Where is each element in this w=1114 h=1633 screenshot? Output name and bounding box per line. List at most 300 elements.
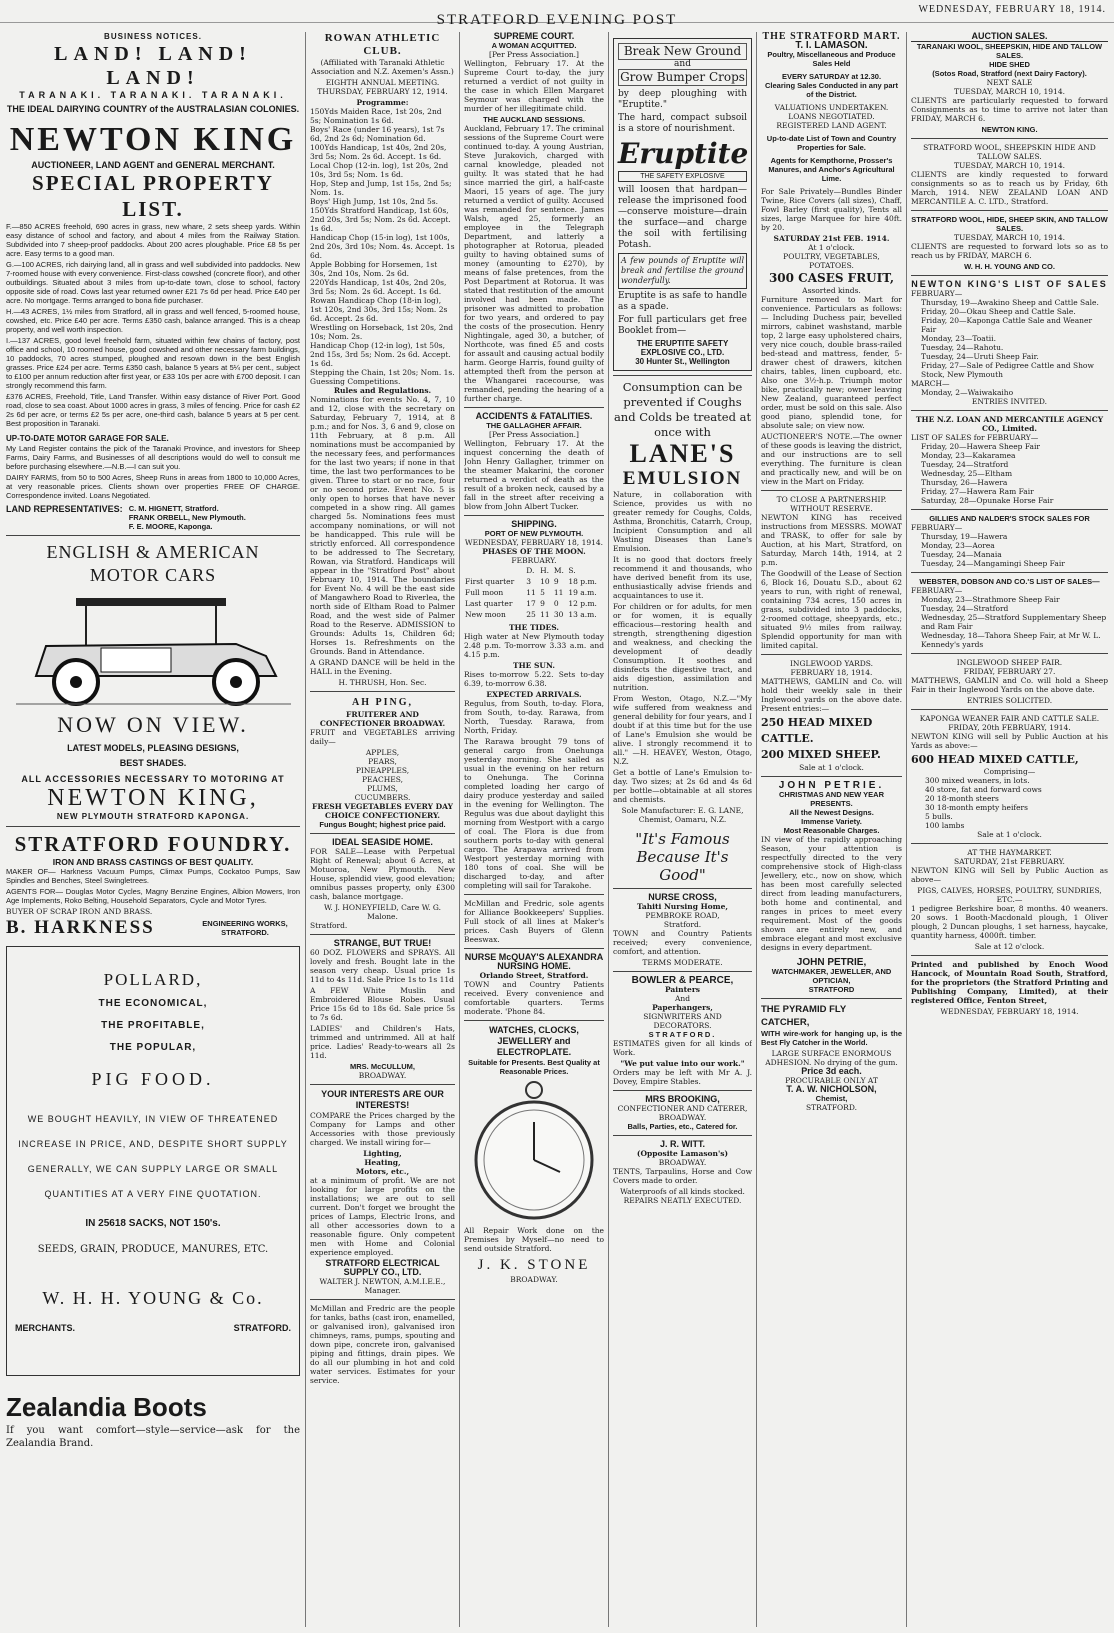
column-news — [464, 32, 604, 1630]
moon-month: FEBRUARY. — [511, 556, 557, 565]
masthead — [0, 0, 1114, 28]
pocket-watch-illustration — [464, 1076, 604, 1226]
rowan-heading: ROWAN ATHLETIC CLUB. — [324, 32, 441, 57]
nicholson-town: STRATFORD. — [806, 1103, 857, 1112]
break-new-ground: Break New Ground — [618, 43, 747, 60]
list-item: Tuesday, 24—Stratford — [921, 460, 1009, 469]
honeyfield-town: Stratford. — [310, 921, 348, 930]
without-reserve: WITHOUT RESERVE. — [790, 504, 873, 513]
fruiterer: FRUITERER AND CONFECTIONER BROADWAY. — [319, 710, 446, 728]
latest-models: LATEST MODELS, PLEASING DESIGNS, — [67, 743, 239, 754]
pembroke-road: PEMBROKE ROAD, — [645, 911, 720, 920]
estimates-text: ESTIMATES given for all kinds of Work. — [613, 1039, 752, 1057]
list-item: 100Yds Handicap, 1st 40s, 2nd 20s, 3rd 5s; Nom. 2s 6d. Accept. 1s 6d. — [310, 143, 447, 161]
pocket-watch-icon — [464, 1076, 604, 1226]
list-item: Thursday, 19—Hawera — [921, 532, 1008, 541]
reasonable-charges: Most Reasonable Charges. — [783, 826, 880, 835]
port-date: WEDNESDAY, FEBRUARY 18, 1914. — [464, 538, 604, 547]
famous-slogan: "It's Famous Because It's Good" — [635, 830, 730, 884]
list-item: 30 18-month empty heifers — [925, 803, 1028, 812]
list-item: 220Yds Handicap, 1st 40s, 2nd 20s, 3rd 5s; Nom. 2s 6d. Accept. 1s 6d. — [310, 278, 447, 296]
wiring-item: Heating, — [364, 1158, 401, 1167]
auctioneer-note: AUCTIONEER'S NOTE.—The owner of these goods is leaving the district, and our instructions are to sell everything. The furniture is clean and practically new, and will be on view in the Mart on Friday. — [761, 432, 902, 486]
profit-text: at a minimum of profit. We are not looking for large profits on the installations; we are out to sell current. Don't forget we brought the prices of Lamps, Electric Irons, and all other accessories down to a reasonable figure. Only competent men with Home and Colonial experience employed. — [310, 1176, 455, 1257]
harkness-name: B. HARKNESS — [6, 916, 155, 938]
seeds-line: SEEDS, GRAIN, PRODUCE, MANURES, ETC. — [37, 1243, 269, 1255]
sale-date: TUESDAY, MARCH 10, 1914. — [953, 233, 1065, 242]
table-row: First quarter 3 10 9 18 p.m. — [465, 577, 597, 586]
buyer-line: BUYER OF SCRAP IRON AND BRASS. — [6, 906, 153, 916]
pollard-name: POLLARD, — [103, 969, 203, 989]
fruit-intro: FRUIT and VEGETABLES arriving daily— — [310, 728, 455, 746]
entries-invited: ENTRIES INVITED. — [971, 397, 1048, 406]
fair-date: FRIDAY, FEBRUARY 27. — [963, 667, 1056, 676]
nurse-cross: NURSE CROSS, — [648, 892, 717, 902]
garage-heading: UP-TO-DATE MOTOR GARAGE FOR SALE. — [6, 434, 169, 444]
orlando-street: Orlando Street, Stratford. — [479, 971, 589, 980]
now-on-view: NOW ON VIEW. — [57, 712, 249, 738]
bought-heavily: WE BOUGHT HEAVILY, IN VIEW OF THREATENED INCREASE IN PRICE, AND, DESPITE SHORT SUPPLY GENERALLY, WE CAN SUPPLY LARGE OR SMALL QUANTITIES AT A VERY FINE QUOTATION. — [18, 1113, 288, 1199]
list-item: 5 bulls. — [925, 812, 953, 821]
list-item: Friday, 27—Hawera Ram Fair — [921, 487, 1034, 496]
month-label: MARCH— — [911, 379, 950, 388]
poultry-sales: Poultry, Miscellaneous and Produce Sales Held — [767, 50, 896, 68]
column-rule — [906, 32, 907, 1627]
moon-table: D. H. M. S. First quarter 3 10 9 18 p.m. Full moon 11 5 11 19 a.m. Last quarter 17 9 0 12 p.m. New moon 25 11 30 13 a.m. — [464, 565, 604, 620]
column-mart — [761, 32, 902, 1630]
arrivals-heading: EXPECTED ARRIVALS. — [486, 690, 582, 699]
newton-king-name: NEWTON KING — [9, 121, 297, 159]
whh-young: W. H. H. YOUNG AND CO. — [964, 262, 1055, 271]
tahiti-home: Tahiti Nursing Home, — [637, 902, 728, 911]
auctioneer-line: AUCTIONEER, LAND AGENT and GENERAL MERCHANT. — [31, 160, 275, 171]
loan-list-heading: LIST OF SALES for FEBRUARY— — [911, 433, 1039, 442]
pollard-advert — [6, 946, 300, 1376]
list-item: Friday, 27—Sale of Pedigree Cattle and Show Stock, New Plymouth — [921, 361, 1094, 379]
maker-of: MAKER OF— Harkness Vacuum Pumps, Climax Pumps, Cockatoo Pumps, Saw Spindles and Benches, Steel Swingletrees. — [6, 866, 300, 885]
list-item: 150Yds Maiden Race, 1st 20s, 2nd 5s; Nomination 1s 6d. — [310, 107, 442, 125]
hide-shed-location: (Sotos Road, Stratford (next Dairy Factory). — [932, 69, 1087, 78]
column-rule — [756, 32, 757, 1627]
christmas-presents: CHRISTMAS AND NEW YEAR PRESENTS. — [778, 790, 884, 808]
list-item: Saturday, 28—Opunake Horse Fair — [921, 496, 1054, 505]
seaside-heading: IDEAL SEASIDE HOME. — [332, 837, 433, 847]
lanes-logo: LANE'S — [629, 439, 736, 468]
sheep-line: 200 MIXED SHEEP. — [761, 748, 881, 761]
value-slogan: "We put value into our work." — [620, 1059, 745, 1068]
mcquay-text: TOWN and Country Patients received. Every convenience and comfortable quarters. Terms moderate. 'Phone 84. — [464, 980, 604, 1016]
hats-text: LADIES' and Children's Hats, trimmed and untrimmed. All at half price. Ladies' Ready-to-wears all 2s 11d. — [310, 1024, 455, 1060]
list-item: Wednesday, 25—Stratford Supplementary Sheep and Ram Fair — [921, 613, 1107, 631]
rowan-affiliation: (Affiliated with Taranaki Athletic Association and N.Z. Axemen's Assn.) — [311, 58, 454, 76]
mcmillan-text: McMillan and Fredric are the people for tanks, baths (cast iron, enamelled, or galvanised iron), galvanised iron chimneys, rams, pumps, spouting and down pipe, concrete iron, galvanised piping and fittings, drain pipes. We do all our plumbing in hot and cold water services. Estimates for your service. — [310, 1304, 455, 1385]
opposite-lamason: (Opposite Lamason's) — [636, 1149, 729, 1158]
watches-heading: WATCHES, CLOCKS, JEWELLERY and ELECTROPLATE. — [489, 1025, 579, 1057]
list-item: Monday, 23—Toatii. — [921, 334, 996, 343]
price-each: Price 3d each. — [801, 1066, 862, 1076]
terms-moderate: TERMS MODERATE. — [642, 958, 723, 967]
large-surface: LARGE SURFACE ENORMOUS ADHESION. No drying of the gum. — [765, 1049, 898, 1067]
mcquay-heading: NURSE McQUAY'S ALEXANDRA NURSING HOME. — [464, 952, 604, 971]
fresh-vegetables: FRESH VEGETABLES EVERY DAY CHOICE CONFECTIONERY. — [312, 802, 453, 820]
webster-heading: WEBSTER, DOBSON AND CO.'S LIST OF SALES— — [919, 577, 1100, 586]
pyramid-fly-catcher: THE PYRAMID FLY CATCHER, — [761, 1004, 846, 1028]
list-item: Thursday, 26—Hawera — [921, 478, 1008, 487]
rowan-meeting: EIGHTH ANNUAL MEETING. THURSDAY, FEBRUARY 12, 1914. — [317, 78, 448, 96]
paperhangers: Paperhangers, — [652, 1003, 713, 1012]
list-item: Boys' High Jump, 1st 10s, 2nd 5s. — [310, 197, 439, 206]
clients-text: CLIENTS are particularly requested to forward Consignments as to time to arrive not later than FRIDAY, MARCH 6. — [911, 96, 1108, 123]
emulsion-logo: EMULSION — [622, 468, 743, 489]
tides-heading: THE TIDES. — [508, 623, 560, 632]
special-property-heading: SPECIAL PROPERTY LIST. — [32, 171, 274, 222]
young-name: W. H. H. YOUNG & Co. — [42, 1287, 264, 1308]
auckland-heading: THE AUCKLAND SESSIONS. — [483, 115, 585, 124]
goodwill-text: The Goodwill of the Lease of Section 6, Block 16, Douatu S.D., about 62 years to run, with right of renewal, containing 734 acres, 150 acres in grass, subdivided into 3 paddocks, 2-roomed cottage, sheepyards, etc.; situated 9½ miles from railway. Splendid opportunity for man with limited capital. — [761, 569, 902, 650]
lanes-testimonial: From Weston, Otago, N.Z.—"My wife suffered from weakness and general debility for four years, and I doubt if at this time but for the use of Lane's Emulsion she would be alive. I strongly recommend it to all." —H. HEAVEY, Weston, Otago, N.Z. — [613, 694, 752, 766]
list-item: Wednesday, 18—Tahora Sheep Fair, at Mr W. L. Kennedy's yards — [921, 631, 1101, 649]
nk-instructions: NEWTON KING has received instructions from MESSRS. MOWAT and TRASK, to offer for sale by Auction, at his Mart, Stratford, on Saturday, March 14th, 1914, at 2 p.m. — [761, 513, 902, 567]
bowler-pearce: BOWLER & PEARCE, — [631, 975, 734, 986]
land-headline: LAND! LAND! LAND! — [54, 43, 252, 90]
agents-for: Agents for Kempthorne, Prosser's Manures, and Anchor's Agricultural Lime. — [768, 156, 895, 183]
nk-list-heading: NEWTON KING'S LIST OF SALES — [911, 279, 1108, 289]
valuations: VALUATIONS UNDERTAKEN. — [774, 103, 889, 112]
list-item: Handicap Chop (15-in log), 1st 100s, 2nd 20s, 3rd 10s; Nom. 4s. Accept. 1s 6d. — [310, 233, 455, 260]
column-auction-sales — [911, 32, 1108, 1630]
haymarket-heading: AT THE HAYMARKET. — [967, 848, 1052, 857]
list-item: Tuesday, 24—Mangamingi Sheep Fair — [921, 559, 1065, 568]
particulars-text: For full particulars get free Booklet from— — [618, 315, 747, 336]
and-word: and — [674, 59, 691, 69]
sale-date: TUESDAY, MARCH 10, 1914. — [953, 161, 1065, 170]
painters: Painters — [664, 985, 700, 994]
loan-sales-list — [911, 442, 1108, 505]
repairs-executed: REPAIRS NEATLY EXECUTED. — [623, 1196, 742, 1205]
pollard-line: THE POPULAR, — [109, 1041, 197, 1053]
witt-broadway: BROADWAY. — [658, 1158, 707, 1167]
list-item: 150Yds Stratford Handicap, 1st 60s, 2nd 20s, 3rd 5s; Nom. 2s 6d. Accept. 1s 6d. — [310, 206, 451, 233]
sun-text: Rises to-morrow 5.22. Sets to-day 6.39, to-morrow 6.38. — [464, 670, 604, 688]
deep-ploughing: by deep ploughing with "Eruptite." — [618, 89, 747, 110]
stratford-wool: STRATFORD WOOL, SHEEPSKIN HIDE AND TALLOW SALES. — [923, 143, 1096, 161]
pigs-list: 1 pedigree Berkshire boar, 8 months. 40 weaners. 20 sows. 1 Booth-Macdonald plough, 1 Oliver plough, 2 Duncan ploughs, 1 set harness, haycake, quantity harness, 4000ft. timber. — [911, 904, 1108, 940]
rep-name: F. E. MOORE, Kaponga. — [128, 522, 213, 532]
press-association: [Per Press Association.] — [489, 430, 579, 439]
stone-broadway: BROADWAY. — [510, 1275, 558, 1284]
reps-list — [129, 504, 246, 531]
list-item: Wednesday, 25—Eltham — [921, 469, 1013, 478]
town-label: STRATFORD. — [233, 1322, 291, 1333]
column-adverts — [613, 32, 752, 1630]
john-petrie: JOHN PETRIE. — [778, 780, 885, 791]
sale-time: Sale at 1 o'clock. — [977, 830, 1042, 839]
mrs-brooking: MRS BROOKING, — [645, 1094, 720, 1104]
list-item: Guessing Competitions. — [310, 377, 401, 386]
and-word: And — [674, 994, 691, 1003]
poultry-vegetables: POULTRY, VEGETABLES, POTATOES. — [783, 252, 880, 270]
nurse-town: Stratford. — [663, 920, 702, 929]
blouse-text: A FEW White Muslin and Embroidered Blouse Robes. Usual Price 15s 6d to 18s 6d. Sale price 5s to 7s 6d. — [310, 986, 455, 1022]
inglewood-date: FEBRUARY 18, 1914. — [790, 668, 873, 677]
moon-heading: PHASES OF THE MOON. — [482, 547, 586, 556]
acquitted-text: Wellington, February 17. At the Supreme Court to-day, the jury returned a verdict of not guilty in the case in which Ellen Margaret Seymour was charged with the murder of her illegitimate child. — [464, 59, 604, 113]
month-label: FEBRUARY— — [911, 586, 963, 595]
stone-name: J. K. STONE — [477, 1257, 591, 1273]
petrie-town: STRATFORD — [808, 985, 855, 994]
balls-parties: Balls, Parties, etc., Catered for. — [627, 1122, 738, 1131]
ideal-line: THE IDEAL DAIRYING COUNTRY of the AUSTRALASIAN COLONIES. — [6, 104, 300, 115]
column-business-notices — [6, 32, 300, 1630]
interests-heading: YOUR INTERESTS ARE OUR INTERESTS! — [321, 1089, 444, 1110]
waterproofs: Waterproofs of all kinds stocked. — [620, 1187, 745, 1196]
nk-auction-text: NEWTON KING will sell by Public Auction at his Yards as above:— — [911, 732, 1108, 750]
supreme-court: SUPREME COURT. — [493, 32, 575, 41]
procurable: PROCURABLE ONLY AT — [785, 1076, 878, 1085]
petrie-text: IN view of the rapidly approaching Season, your attention is respectfully directed to the very comprehensive stock of High-class Jewellery, etc., now on show, which has been most carefully selected direct from leading manufacturers, both home and continental, and ranges in prices to meet every requirement. Most of the goods shown are entirely new, and embrace elegant and most exclusive designs in every department. — [761, 835, 902, 952]
pigs-heading: PIGS, CALVES, HORSES, POULTRY, SUNDRIES, ETC.— — [917, 886, 1102, 904]
agents-for: AGENTS FOR— Douglas Motor Cycles, Magny Benzine Engines, Albion Mowers, Iron Age Implements, Roko Belting, Household Separators, Cycle and Motor Tyres. — [6, 886, 300, 905]
sale-date: TUESDAY, MARCH 10, 1914. — [953, 87, 1065, 96]
presents-line: Suitable for Presents. Best Quality at Reasonable Prices. — [468, 1058, 600, 1076]
section-heading: BUSINESS NOTICES. — [104, 32, 202, 41]
eruptite-advert — [613, 38, 752, 371]
month-label: FEBRUARY— — [911, 523, 963, 532]
rep-name: C. M. HIGNETT, Stratford. — [128, 504, 219, 514]
fruit-item: PLUMS, — [367, 784, 398, 793]
lanes-adults: For children or for adults, for men or for women, it is equally efficacious—restoring health and strength, strengthening digestion and weakness, and checking the development of deadly Consumption. It soothes and disinfects the digestive tract, and aids digestion, assimilation and nutrition. — [613, 602, 752, 692]
land-representatives — [6, 504, 300, 531]
gillies-heading: GILLIES AND NALDER'S STOCK SALES FOR — [929, 514, 1090, 523]
shipping-heading: SHIPPING. — [511, 519, 557, 529]
watchmaker: WATCHMAKER, JEWELLER, AND OPTICIAN, — [771, 967, 892, 985]
motor-heading: ENGLISH & AMERICAN — [46, 542, 260, 563]
wiring-item: Lighting, — [363, 1149, 402, 1158]
fruit-item: PEACHES, — [362, 775, 403, 784]
list-item: 20 18-month steers — [925, 794, 999, 803]
programme-heading: Programme: — [356, 98, 409, 107]
list-item: Hop, Step and Jump, 1st 15s, 2nd 5s; Nom. 1s. — [310, 179, 452, 197]
fruit-item: PINEAPPLES, — [355, 766, 410, 775]
gallagher-text: Wellington, February 17. At the inquest concerning the death of John Henry Gallagher, trimmer on the steamer Makarini, the coroner returned a verdict of death as the result of a broken neck, caused by a fall in the street after receiving a blow from John Albert Tucker. — [464, 439, 604, 511]
lanes-makers: Sole Manufacturer: E. G. LANE, Chemist, Oamaru, N.Z. — [621, 806, 744, 824]
garage-text: My Land Register contains the pick of the Taranaki Province, and investors for Sheep Farms, Dairy Farms, and Businesses of all descriptions would do well to consult me before purchasing elsewhere.—N.B.—I can suit you. — [6, 444, 300, 472]
inglewood-sheep-fair: INGLEWOOD SHEEP FAIR. — [956, 658, 1063, 667]
list-item: Tuesday, 24—Stratford — [921, 604, 1009, 613]
sale-date: SATURDAY 21st FEB. 1914. — [773, 234, 890, 243]
cattle-line: 250 HEAD MIXED CATTLE. — [761, 716, 873, 745]
list-item: Friday, 20—Okau Sheep and Cattle Sale. — [921, 307, 1076, 316]
orders-text: Orders may be left with Mr A. J. Dovey, Empire Stables. — [613, 1068, 752, 1086]
immense-variety: Immense Variety. — [801, 817, 862, 826]
eruptite-logo: Eruptite — [618, 137, 749, 170]
every-saturday: EVERY SATURDAY at 12.30. — [781, 72, 882, 81]
newspaper-title: STRATFORD EVENING POST — [436, 12, 678, 28]
newton-king: NEWTON KING. — [981, 125, 1038, 134]
safety-explosive: THE SAFETY EXPLOSIVE — [618, 171, 747, 182]
arrivals-text: Regulus, from South, to-day. Flora, from South, to-day. Rarawa, from North, Tuesday. Rarawa, from North, Friday. — [464, 699, 604, 735]
matthews-text: MATTHEWS, GAMLIN and Co. will hold a Sheep Fair in their Inglewood Yards on the above date. — [911, 676, 1108, 694]
list-item: Handicap Chop (12-in log), 1st 50s, 2nd 15s, 3rd 5s; Nom. 2s 6d. Accept. 1s 6d. — [310, 341, 451, 368]
sale-time: Sale at 1 o'clock. — [799, 763, 864, 772]
nz-loan: THE N.Z. LOAN AND MERCANTILE AGENCY CO., Limited. — [915, 415, 1104, 433]
hon-sec: H. THRUSH, Hon. Sec. — [338, 678, 427, 687]
list-item: Monday, 2—Waiwakaiho — [921, 388, 1014, 397]
acquitted-heading: A WOMAN ACQUITTED. — [491, 41, 577, 50]
accidents-heading: ACCIDENTS & FATALITIES. — [475, 411, 593, 421]
gillies-sales-list — [911, 532, 1108, 568]
programme-list — [310, 107, 455, 386]
strange-heading: STRANGE, BUT TRUE! — [333, 938, 432, 948]
list-item: 100 lambs — [925, 821, 965, 830]
list-item: Friday, 20—Hawera Sheep Fair — [921, 442, 1041, 451]
list-item: Stepping the Chain, 1st 20s; Nom. 1s. — [310, 368, 455, 377]
nicholson-name: T. A. W. NICHOLSON, — [786, 1084, 877, 1094]
auction-sales-heading: AUCTION SALES. — [911, 32, 1108, 42]
motor-heading: MOTOR CARS — [89, 565, 217, 586]
list-item: Tuesday, 24—Rahotu. — [921, 343, 1004, 352]
matthews-text: MATTHEWS, GAMLIN and Co. will hold their weekly sale in their Inglewood yards on the above date. Present entries:— — [761, 677, 902, 713]
eruptite-address: 30 Hunter St., Wellington — [635, 357, 730, 366]
electrical-manager: WALTER J. NEWTON, A.M.I.E.E., Manager. — [319, 1277, 446, 1295]
broadway: BROADWAY. — [358, 1071, 407, 1080]
stratford-mart: THE STRATFORD MART. — [762, 32, 901, 42]
fruit-item: CUCUMBERS. — [354, 793, 411, 802]
best-shades: BEST SHADES. — [119, 757, 187, 768]
webster-sales-list — [911, 595, 1108, 649]
list-item: Monday, 23—Kakaramea — [921, 451, 1016, 460]
dairy-farms-text: DAIRY FARMS, from 50 to 500 Acres, Sheep Runs in areas from 1800 to 10,000 Acres, at very reasonable prices. Clients shown over properties FREE OF CHARGE. Correspondence invited. Loans Negotiated. — [6, 473, 300, 501]
head-600: 600 HEAD MIXED CATTLE, — [911, 753, 1079, 766]
compare-text: COMPARE the Prices charged by the Company for Lamps and other Accessories with those previously charged. We install wiring for— — [310, 1111, 455, 1147]
table-row: Full moon 11 5 11 19 a.m. — [465, 588, 597, 597]
merchants-label: MERCHANTS. — [15, 1322, 75, 1333]
eruptite-company: THE ERUPTITE SAFETY EXPLOSIVE CO., LTD. — [636, 339, 729, 357]
assorted-kinds: Assorted kinds. — [802, 286, 861, 295]
private-sale: For Sale Privately—Bundles Binder Twine, Rice Covers (all sizes), Chaff, Fowl Barley (first quality), Tents all sizes, large Marquee for hire 40ft. by 20. — [761, 187, 902, 232]
rules-heading: Rules and Regulations. — [333, 386, 432, 395]
property-listing: G.—100 ACRES, rich dairying land, all in grass and well subdivided into paddocks. New 7-roomed house with every convenience. First-class cowshed (concrete floor), and other outbuildings. Situated about 3 miles from up-to-date town, close to school, factory opposite side of road. Cows last year returned owner £21 7s 6d per head. Price £40 per acre. No mortgage. Terms arranged to bona fide purchaser. — [6, 260, 300, 306]
cattle-list — [911, 776, 1108, 830]
comprising: Comprising— — [983, 767, 1036, 776]
castings-line: IRON AND BRASS CASTINGS OF BEST QUALITY. — [52, 856, 254, 867]
fruit-item: APPLES, — [365, 748, 400, 757]
list-item: Friday, 20—Kaponga Cattle Sale and Weaner Fair — [921, 316, 1093, 334]
property-listing: F.—850 ACRES freehold, 690 acres in grass, new whare, 2 sets sheep yards. Within easy distance of school and factory, and about 4 miles from the Railway Station. Subdivided into 7 sheep-proof paddocks. About 200 acres ploughable. Price £8 5s per acre. Easy terms to a good man. — [6, 222, 300, 259]
press-association: [Per Press Association.] — [489, 50, 579, 59]
table-row: New moon 25 11 30 13 a.m. — [465, 610, 597, 619]
stratford-wool-2: STRATFORD WOOL, HIDE, SHEEP SKIN, AND TALLOW SALES. — [911, 215, 1108, 233]
clients-text: CLIENTS are requested to forward lots so as to reach us by FRIDAY, MARCH 6. — [911, 242, 1108, 260]
dance-text: A GRAND DANCE will be held in the HALL in the Evening. — [310, 658, 455, 676]
lanes-nature: Nature, in collaboration with Science, provides us with no greater remedy for Coughs, Colds, Asthma, Bronchitis, Catarrh, Croup, Incipient Consumption and all Wasting Diseases than Lane's Emulsion. — [613, 490, 752, 553]
accessories-line: ALL ACCESSORIES NECESSARY TO MOTORING AT — [21, 773, 285, 784]
engineering-works: ENGINEERING WORKS, STRATFORD. — [202, 918, 288, 937]
chemist: Chemist, — [815, 1094, 848, 1103]
seaside-text: FOR SALE—Lease with Perpetual Right of Renewal; about 6 Acres, at Motuoroa, New Plymouth. New House, splendid view, good elevation; omnibus passes property, only £300 cash, balance mortgage. — [310, 847, 455, 901]
car-illustration — [6, 586, 300, 711]
table-row: Last quarter 17 9 0 12 p.m. — [465, 599, 597, 608]
registered-agent: REGISTERED LAND AGENT. — [776, 121, 887, 130]
list-item: Thursday, 19—Awakino Sheep and Cattle Sale. — [921, 298, 1099, 307]
few-pounds: A few pounds of Eruptite will break and fertilise the ground wonderfully. — [618, 253, 747, 289]
hide-shed: HIDE SHED — [989, 60, 1030, 69]
reps-label: LAND REPRESENTATIVES: — [6, 504, 123, 515]
taranaki-wool: TARANAKI WOOL, SHEEPSKIN, HIDE AND TALLOW SALES. — [916, 42, 1103, 60]
wiring-item: Motors, etc., — [355, 1167, 410, 1176]
witt-name: J. R. WITT. — [660, 1139, 705, 1149]
column-rule — [608, 32, 609, 1627]
property-listing: H.—43 ACRES, 1½ miles from Stratford, all in grass and well fenced, 5-roomed house, cowshed, etc. Price £40 per acre. Terms £350 cash, balance arranged. This is a cheap property, and well worth inspection. — [6, 307, 300, 335]
rules-text: Nominations for events No. 4, 7, 10 and 12, close with the secretary on Saturday, February 7, 1914, at 8 p.m.; and for Nos. 3, 6 and 9, close on 11th February, at 8 p.m. All nominations must be accompanied by the necessary fees, and performances for the last two years; if none in that time, the last two performances to be given. Three to start or no race, four or no second prize. Event No. 5 is only open to horses that have never competed in a show ring. All games charged 5s. Nominations fees must accompany nominations, or will not be handicapped. This rule will be strictly enforced. All correspondence to be addressed to The Secretary, Rowan, via Stratford. Handicaps will appear in the "Stratford Post" about February 10, 1914. The boundaries for Event No. 4 will be the east side of Mangawhero Road to Riverlea, the north side of Eltham Road to Palmer Road, and the west side of Palmer Road to the Reserve. ADMISSION to Grounds: Adults 1s, Children 6d; Horses 1s. Refreshments on the Grounds. Band in Attendance. — [310, 395, 455, 656]
nurse-text: TOWN and Country Patients received; every convenience, comfort, and attention. — [613, 929, 752, 956]
sale-time: At 1 o'clock. — [808, 243, 855, 252]
list-item: Rowan Handicap Chop (18-in log), 1st 120s, 2nd 30s, 3rd 15s; Nom. 2s 6d. Accept. 2s 6d. — [310, 296, 448, 323]
mcmillan-agents: McMillan and Fredric, sole agents for Alliance Bookkeepers' Supplies. Full stock of all lines at Maker's prices. Cash Buyers of Glenn Beeswax. — [464, 899, 604, 944]
port-heading: PORT OF NEW PLYMOUTH. — [484, 529, 584, 538]
sale-time: Sale at 12 o'clock. — [974, 942, 1045, 951]
masthead-date: WEDNESDAY, FEBRUARY 18, 1914. — [918, 4, 1106, 15]
list-item: Monday, 23—Strathmore Sheep Fair — [921, 595, 1060, 604]
inglewood-yards: INGLEWOOD YARDS. — [789, 659, 874, 668]
zealandia-text: If you want comfort—style—service—ask for the Zealandia Brand. — [6, 1424, 300, 1449]
column-athletic-club — [310, 32, 455, 1630]
month-label: FEBRUARY— — [911, 289, 963, 298]
safe-text: Eruptite is as safe to handle as a spade. — [618, 291, 747, 312]
list-item: Boys' Race (under 16 years), 1st 7s 6d, 2nd 2s 6d; Nomination 6d. — [310, 125, 445, 143]
harkness-row — [6, 916, 300, 940]
nk-auction-text: NEWTON KING will Sell by Public Auction as above— — [911, 866, 1108, 884]
clearing-sales: Clearing Sales Conducted in any part of the District. — [765, 81, 898, 99]
zealandia-boots: Zealandia Boots — [6, 1391, 207, 1422]
loosen-text: will loosen that hardpan—release the imprisoned food—conserve moisture—drain the surface—and charge the soil with fertilising Potash. — [618, 185, 747, 250]
taranaki-line: TARANAKI. TARANAKI. TARANAKI. — [19, 90, 287, 101]
pig-food: PIG FOOD. — [91, 1068, 215, 1089]
list-item: 40 store, fat and forward cows — [925, 785, 1042, 794]
consumption-line: Consumption can be prevented if Coughs and Colds be treated at once with — [613, 380, 752, 439]
sun-heading: THE SUN. — [513, 661, 555, 670]
grow-bumper-crops: Grow Bumper Crops — [618, 69, 747, 86]
electrical-company: STRATFORD ELECTRICAL SUPPLY CO., LTD. — [325, 1258, 440, 1277]
kaponga-date: FRIDAY, 20th FEBRUARY, 1914. — [948, 723, 1071, 732]
auckland-text: Auckland, February 17. The criminal sessions of the Supreme Court were continued to-day. A young Austrian, Steve Jurakovich, charged with carnal knowledge, pleaded not guilty. It was stated that he had since married the girl, a half-caste Maori, 15 years of age. The jury returned a verdict of guilty. Accused was remanded for sentence. James Walsh, aged 25, formerly an employee in the Telegraph Department, and latterly a photographer at Rotorua, pleaded guilty to having obtained sums of money (amounting to £270), by means of false pretences, from the Post Department at Rotorua. It was stated that restitution of the amount involved had been made. The prisoner was admitted to probation for two years, and ordered to pay the costs of the prosecution. Henry Nightingale, aged 30, a butcher, of Northcote, was fined £5 and costs for assault and causing actual bodily harm. George Harris, found guilty of attempted theft from the person at the Whangarei racecourse, was remanded, pending the hearing of a further charge. — [464, 124, 604, 403]
footer-date: WEDNESDAY, FEBRUARY 18, 1914. — [940, 1007, 1079, 1016]
property-listing: £376 ACRES, Freehold, Title, Land Transfer. Within easy distance of River Port. Good road, close to sea coast. About 1000 acres in grass, 3 miles of fencing. Price for cash £2 2s 6d per acre, or terms £2 5s per acre, one-third cash, balance 5 years at 5 per cent. Best proposition in Taranaki. — [6, 392, 300, 429]
foundry-heading: STRATFORD FOUNDRY. — [14, 831, 292, 856]
uptodate-list: Up-to-date List of Town and Country Properties for Sale. — [766, 134, 897, 152]
list-item: Wrestling on Horseback, 1st 20s, 2nd 10s; Nom. 2s. — [310, 323, 454, 341]
next-sale: NEXT SALE — [986, 78, 1033, 87]
confectioner: CONFECTIONER AND CATERER, BROADWAY. — [617, 1104, 748, 1122]
john-petrie-2: JOHN PETRIE, — [796, 957, 867, 968]
lanes-bottle: Get a bottle of Lane's Emulsion to-day. Two sizes; at 2s 6d and 4s 6d per bottle—obtainable at all stores and chemists. — [613, 768, 752, 804]
partnership-heading: TO CLOSE A PARTNERSHIP. — [776, 495, 887, 504]
list-item: 300 mixed weaners, in lots. — [925, 776, 1030, 785]
sacks-line: IN 25618 SACKS, NOT 150's. — [85, 1217, 221, 1229]
clients-text: CLIENTS are kindly requested to forward consignments so as to reach us by Friday, 6th March, 1914. NEW ZEALAND LOAN AND MERCANTILE A. C. LTD., Stratford. — [911, 170, 1108, 206]
furniture-text: Furniture removed to Mart for convenience. Particulars as follows:— Including Duchess pair, bevelled mirrors, cabinet washstand, marble top, 2 large easy upholstered chairs, very nice couch, double brass-railed bed-stead and mattress, fender, 5-drawer chest of drawers, kitchen chairs, tables, linen cupboard, etc. Also one 3½-h.p. Triumph motor bike, practically new; owner leaving New Zealand, guaranteed perfect order, must be sold on this sale. Also good piano, splendid tone, for absolute sale; on view now. — [761, 295, 902, 430]
honeyfield: W. J. HONEYFIELD, Care W. G. Malone. — [323, 903, 442, 921]
flowers-text: 60 DOZ. FLOWERS and SPRAYS. All lovely and fresh. Bought late in the season very cheap. Usual price 1s 11d to 4s 11d. Sale Price 1s to 1s 11d — [310, 948, 455, 984]
tides-text: High water at New Plymouth today 2.48 p.m. To-morrow 3.33 a.m. and 4.15 p.m. — [464, 632, 604, 659]
signwriters: SIGNWRITERS AND DECORATORS. — [643, 1012, 722, 1030]
newton-king-motor: NEWTON KING, — [47, 784, 259, 811]
column-rule — [459, 32, 460, 1627]
pollard-line: THE ECONOMICAL, — [98, 997, 208, 1009]
cases-fruit: 300 CASES FRUIT, — [768, 271, 895, 285]
loans: LOANS NEGOTIATED. — [788, 112, 875, 121]
lamason-name: T. I. LAMASON. — [795, 40, 868, 51]
